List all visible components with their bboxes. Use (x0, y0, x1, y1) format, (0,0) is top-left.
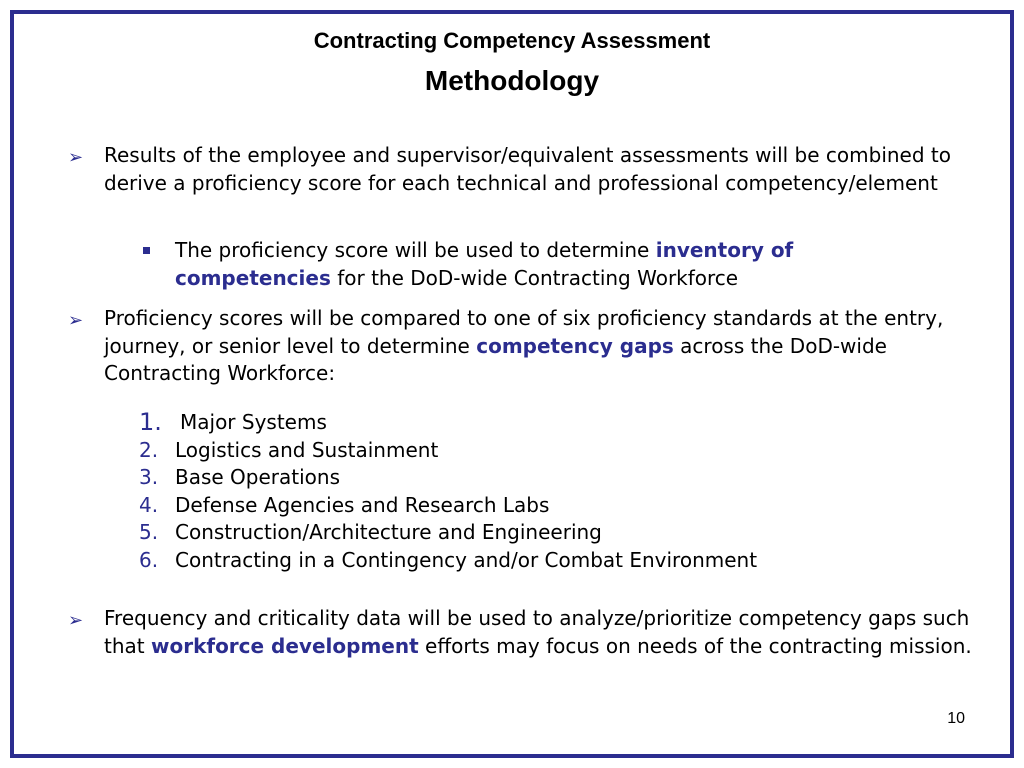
inventory-highlight: inventory of competencies (175, 238, 794, 290)
list-item-label: Logistics and Sustainment (175, 437, 439, 462)
bullet-proficiency-suffix: across the DoD-wide Contracting Workforce: (104, 333, 887, 385)
list-number: 6. (139, 547, 159, 572)
bullet-results-text: Results of the employee and supervisor/equivalent assessments will be combined to derive a proficiency score for each technical and professional competency/element (104, 143, 951, 195)
arrow-bullet-icon: ➢ (68, 147, 84, 168)
page-number: 10 (947, 710, 965, 727)
arrow-bullet-icon: ➢ (68, 310, 84, 331)
square-bullet-icon (143, 247, 150, 254)
sub-bullet-prefix: The proficiency score will be used to determine (175, 238, 656, 262)
sub-bullet-inventory (175, 237, 955, 292)
slide-frame (10, 10, 1014, 758)
bullet-frequency (68, 605, 984, 660)
list-number: 4. (139, 492, 159, 517)
bullet-frequency-prefix: Frequency and criticality data will be used to analyze/prioritize competency gaps such that (104, 606, 970, 658)
standards-list (139, 409, 757, 574)
slide-title: Contracting Competency Assessment (313, 28, 711, 53)
bullet-proficiency-prefix: Proficiency scores will be compared to one of six proficiency standards at the entry, journey, or senior level to determine (104, 306, 944, 358)
list-item-label: Contracting in a Contingency and/or Combat Environment (175, 547, 758, 572)
list-number: 1. (139, 408, 162, 436)
list-item-label: Major Systems (180, 410, 327, 434)
bullet-results (68, 142, 984, 197)
slide-subtitle: Methodology (424, 65, 600, 96)
bullet-frequency-suffix: efforts may focus on needs of the contracting mission. (418, 633, 972, 658)
competency-gaps-highlight: competency gaps (476, 333, 674, 358)
list-item-label: Construction/Architecture and Engineering (175, 520, 602, 544)
bullet-proficiency (68, 305, 984, 388)
workforce-development-highlight: workforce development (150, 633, 419, 658)
list-item (139, 464, 757, 492)
list-item (139, 437, 757, 465)
list-number: 5. (139, 520, 159, 544)
list-item (139, 492, 757, 520)
list-item-label: Base Operations (175, 465, 341, 489)
list-number: 2. (139, 437, 159, 462)
list-item (139, 519, 757, 547)
arrow-bullet-icon: ➢ (68, 610, 84, 631)
list-number: 3. (139, 465, 159, 489)
list-item-label: Defense Agencies and Research Labs (175, 492, 550, 517)
list-item (139, 547, 757, 575)
list-item (139, 409, 757, 437)
sub-bullet-suffix: for the DoD-wide Contracting Workforce (330, 265, 739, 290)
